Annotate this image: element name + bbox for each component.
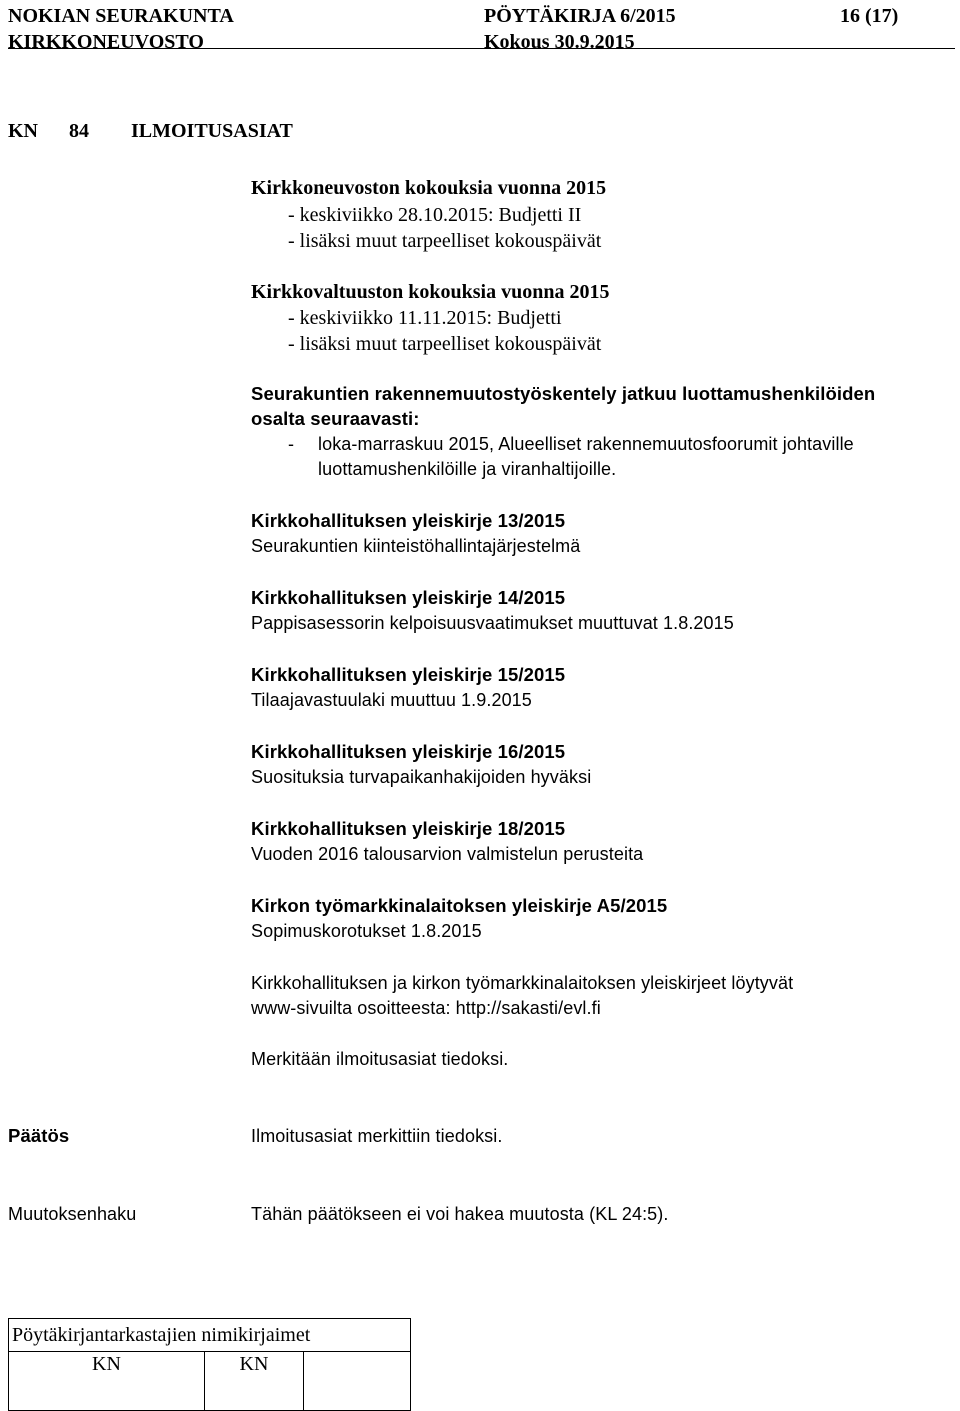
appeal-label: Muutoksenhaku <box>8 1204 137 1224</box>
initials-box-title: Pöytäkirjantarkastajien nimikirjaimet <box>12 1324 311 1346</box>
circular-subject: Sopimuskorotukset 1.8.2015 <box>251 921 482 941</box>
circular-subject: Suosituksia turvapaikanhakijoiden hyväksi <box>251 767 592 787</box>
circular-title: Kirkon työmarkkinalaitoksen yleiskirje A5/2015 <box>251 895 668 916</box>
website-note-line1: Kirkkohallituksen ja kirkon työmarkkinalaitoksen yleiskirjeet löytyvät <box>251 973 794 993</box>
header-doc: PÖYTÄKIRJA 6/2015 <box>484 5 676 27</box>
circular-title: Kirkkohallituksen yleiskirje 15/2015 <box>251 664 566 685</box>
header-body: KIRKKONEUVOSTO <box>8 31 204 53</box>
restructuring-dash: - <box>288 434 295 454</box>
restructuring-item-line2: luottamushenkilöille ja viranhaltijoille. <box>318 459 617 479</box>
restructuring-heading-line2: osalta seuraavasti: <box>251 408 420 429</box>
kv-meeting-item: - lisäksi muut tarpeelliset kokouspäivät <box>288 333 602 355</box>
initials-cell <box>204 1351 304 1411</box>
circular-title: Kirkkohallituksen yleiskirje 16/2015 <box>251 741 566 762</box>
circular-subject: Seurakuntien kiinteistöhallintajärjestelmä <box>251 536 581 556</box>
header-page: 16 (17) <box>840 5 899 27</box>
kv-meetings-heading: Kirkkovaltuuston kokouksia vuonna 2015 <box>251 281 610 303</box>
circular-title: Kirkkohallituksen yleiskirje 14/2015 <box>251 587 566 608</box>
decision-text: Ilmoitusasiat merkittiin tiedoksi. <box>251 1126 503 1146</box>
restructuring-item-line1: loka-marraskuu 2015, Alueelliset rakennemuutosfoorumit johtaville <box>318 434 854 454</box>
kn-meeting-item: - keskiviikko 28.10.2015: Budjetti II <box>288 204 582 226</box>
restructuring-heading-line1: Seurakuntien rakennemuutostyöskentely jatkuu luottamushenkilöiden <box>251 383 876 404</box>
header-divider <box>8 48 955 49</box>
circular-title: Kirkkohallituksen yleiskirje 18/2015 <box>251 818 566 839</box>
header-meeting: Kokous 30.9.2015 <box>484 31 635 53</box>
section-title: ILMOITUSASIAT <box>131 120 293 142</box>
circular-subject: Vuoden 2016 talousarvion valmistelun perusteita <box>251 844 644 864</box>
proposal: Merkitään ilmoitusasiat tiedoksi. <box>251 1049 509 1069</box>
circular-title: Kirkkohallituksen yleiskirje 13/2015 <box>251 510 566 531</box>
initials-cell-empty <box>303 1351 411 1411</box>
header-org: NOKIAN SEURAKUNTA <box>8 5 234 27</box>
section-prefix: KN <box>8 120 38 142</box>
section-number: 84 <box>69 120 89 142</box>
circular-subject: Pappisasessorin kelpoisuusvaatimukset muuttuvat 1.8.2015 <box>251 613 734 633</box>
website-note-line2: www-sivuilta osoitteesta: http://sakasti/evl.fi <box>251 998 601 1018</box>
kn-meetings-heading: Kirkkoneuvoston kokouksia vuonna 2015 <box>251 177 607 199</box>
initials-value: KN <box>92 1353 121 1375</box>
initials-box <box>8 1318 411 1410</box>
appeal-text: Tähän päätökseen ei voi hakea muutosta (KL 24:5). <box>251 1204 669 1224</box>
decision-label: Päätös <box>8 1125 70 1146</box>
kv-meeting-item: - keskiviikko 11.11.2015: Budjetti <box>288 307 562 329</box>
initials-value: KN <box>239 1353 269 1375</box>
circular-subject: Tilaajavastuulaki muuttuu 1.9.2015 <box>251 690 532 710</box>
initials-cell <box>8 1351 205 1411</box>
initials-box-header <box>8 1318 411 1352</box>
kn-meeting-item: - lisäksi muut tarpeelliset kokouspäivät <box>288 230 602 252</box>
